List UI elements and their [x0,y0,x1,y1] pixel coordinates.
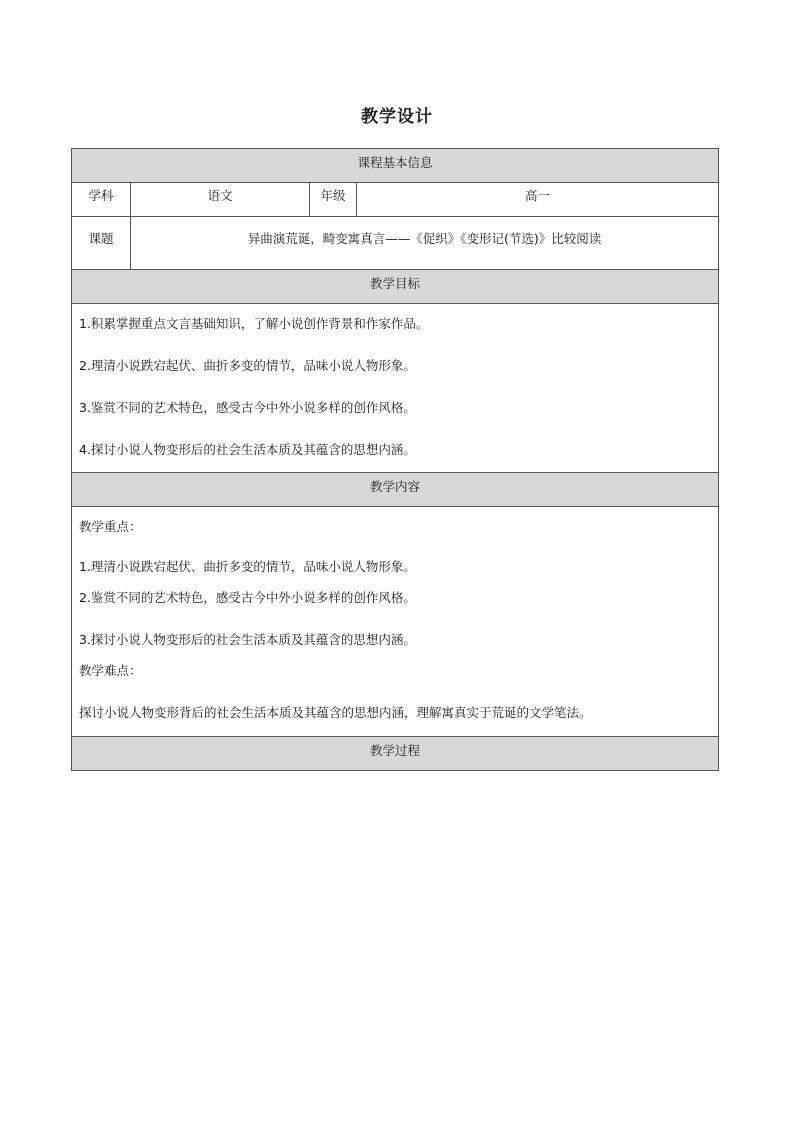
difficulty-label: 教学难点： [79,663,142,678]
objectives-cell [72,304,719,473]
key-point-item: 1.理清小说跌宕起伏、曲折多变的情节，品味小说人物形象。 [79,559,416,574]
objective-item: 3.鉴赏不同的艺术特色，感受古今中外小说多样的创作风格。 [79,400,416,415]
objective-item: 1.积累掌握重点文言基础知识，了解小说创作背景和作家作品。 [79,316,429,331]
objective-item: 2.理清小说跌宕起伏、曲折多变的情节，品味小说人物形象。 [79,358,416,373]
key-point-item: 3.探讨小说人物变形后的社会生活本质及其蕴含的思想内涵。 [79,632,416,647]
key-point-item: 2.鉴赏不同的艺术特色，感受古今中外小说多样的创作风格。 [79,590,416,605]
subject-label-cell: 学科 [72,183,131,217]
subject-value-cell: 语文 [131,183,310,217]
difficulty-text: 探讨小说人物变形背后的社会生活本质及其蕴含的思想内涵，理解寓真实于荒诞的文学笔法。 [79,705,592,720]
lesson-plan-table [71,148,719,771]
topic-label-cell: 课题 [72,217,131,270]
grade-value-cell: 高一 [357,183,719,217]
grade-label-cell: 年级 [310,183,357,217]
topic-value-cell: 异曲演荒诞，畸变寓真言——《促织》《变形记(节选)》比较阅读 [131,217,719,270]
section-header-process: 教学过程 [72,737,719,771]
key-points-label: 教学重点： [79,519,142,534]
section-header-content: 教学内容 [72,473,719,507]
objective-item: 4.探讨小说人物变形后的社会生活本质及其蕴含的思想内涵。 [79,442,416,457]
document-title: 教学设计 [361,107,433,127]
section-header-objectives: 教学目标 [72,270,719,304]
content-cell [72,507,719,737]
section-header-basic-info: 课程基本信息 [72,149,719,183]
